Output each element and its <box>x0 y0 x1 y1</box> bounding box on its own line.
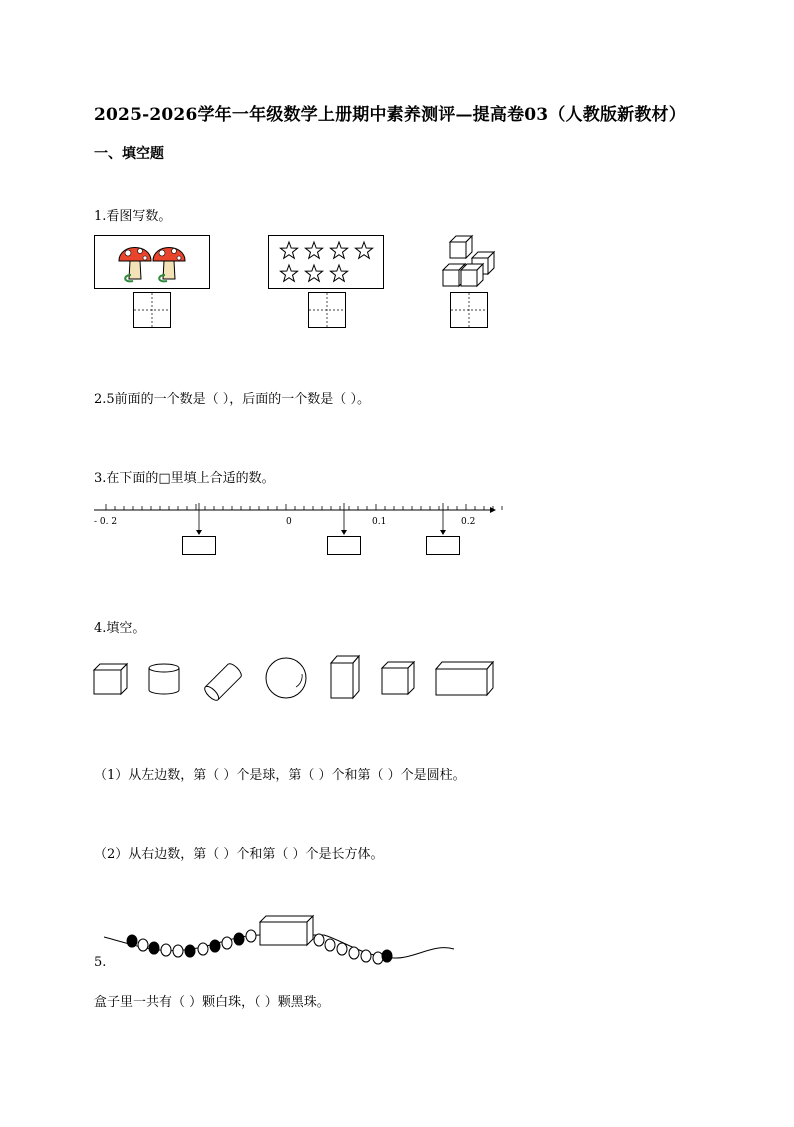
answer-box-mushrooms[interactable] <box>133 292 171 328</box>
white-bead <box>361 950 371 962</box>
arrow-down-icon <box>196 530 202 535</box>
section-heading: 一、填空题 <box>94 146 164 162</box>
stacked-cubes <box>440 234 500 290</box>
black-bead <box>210 940 220 952</box>
number-line-answer-box-3[interactable] <box>426 536 460 555</box>
black-bead <box>234 933 244 945</box>
bead-string-figure <box>94 905 464 975</box>
white-bead <box>198 943 208 955</box>
white-bead <box>246 930 256 942</box>
long-cuboid-icon <box>436 662 493 695</box>
number-line-label: 0.1 <box>372 517 387 527</box>
black-bead <box>127 935 137 947</box>
white-bead <box>337 943 347 955</box>
question-2-text: 2.5前面的一个数是（ ），后面的一个数是（ ）。 <box>94 392 370 407</box>
mushroom-frame <box>94 235 210 289</box>
question-5-text: 盒子里一共有（ ）颗白珠，（ ）颗黑珠。 <box>94 995 330 1010</box>
white-bead <box>173 945 183 957</box>
number-line-label: - 0. 2 <box>94 517 118 527</box>
white-bead <box>138 939 148 951</box>
number-line-label: 0.2 <box>461 517 476 527</box>
cube-icon <box>94 664 127 694</box>
black-bead <box>185 945 195 957</box>
white-bead <box>325 939 335 951</box>
shapes-row <box>0 650 794 710</box>
cube-icon <box>382 662 414 694</box>
white-bead <box>314 934 324 946</box>
arrow-down-icon <box>341 530 347 535</box>
question-4-sub-2: （2）从右边数，第（ ）个和第（ ）个是长方体。 <box>94 847 384 862</box>
question-1-text: 1.看图写数。 <box>94 209 172 224</box>
box-icon <box>260 916 313 945</box>
number-line-answer-box-2[interactable] <box>327 536 361 555</box>
sphere-icon <box>266 658 306 698</box>
white-bead <box>349 947 359 959</box>
arrow-right-icon <box>490 507 496 513</box>
question-3-text: 3.在下面的□里填上合适的数。 <box>94 471 275 486</box>
cube-stack-icon <box>440 234 500 290</box>
black-bead <box>149 942 159 954</box>
question-5-number: 5. <box>94 955 107 970</box>
stars-frame <box>268 235 384 289</box>
black-bead <box>382 950 392 962</box>
white-bead <box>222 937 232 949</box>
mushroom-icon <box>95 236 211 290</box>
page-title: 2025-2026学年一年级数学上册期中素养测评—提高卷03（人教版新教材） <box>94 105 686 125</box>
white-bead <box>373 952 383 964</box>
white-bead <box>161 944 171 956</box>
question-4-text: 4.填空。 <box>94 621 146 636</box>
answer-box-cubes[interactable] <box>450 292 488 328</box>
cylinder-icon <box>149 664 179 694</box>
question-4-sub-1: （1）从左边数，第（ ）个是球，第（ ）个和第（ ）个是圆柱。 <box>94 768 466 783</box>
number-line-answer-box-1[interactable] <box>182 536 216 555</box>
tall-cuboid-icon <box>331 656 359 698</box>
star-icon <box>269 236 385 290</box>
arrow-down-icon <box>440 530 446 535</box>
tilted-cylinder-icon <box>202 661 243 702</box>
answer-box-stars[interactable] <box>308 292 346 328</box>
number-line-label: 0 <box>286 517 292 527</box>
